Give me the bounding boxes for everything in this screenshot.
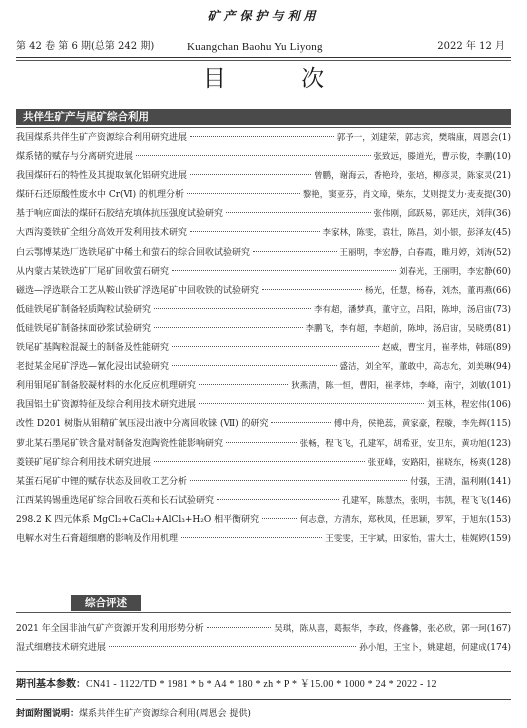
toc-dot-leader bbox=[136, 155, 370, 156]
section-heading: 综合评述 bbox=[71, 595, 141, 611]
toc-entry[interactable] bbox=[16, 282, 511, 301]
toc-entry-authors: 张畅，程飞飞，孔建军，胡希亚，安卫东，黄功旭 bbox=[299, 438, 487, 449]
footer-rule-bottom bbox=[16, 699, 511, 700]
toc-entry[interactable] bbox=[16, 224, 511, 243]
toc-dot-leader bbox=[226, 442, 297, 443]
toc-entry[interactable] bbox=[16, 339, 511, 358]
toc-entry-title: 298.2 K 四元体系 MgCl₂+CaCl₂+AlCl₃+H₂O 相平衡研究 bbox=[16, 514, 260, 525]
toc-dot-leader bbox=[217, 499, 339, 500]
toc-entry[interactable] bbox=[16, 454, 511, 473]
section-underline-2 bbox=[16, 612, 511, 613]
toc-dot-leader bbox=[181, 537, 322, 538]
toc-entry-page: (73) bbox=[492, 304, 511, 315]
toc-entry-authors: 张亚峰，安路阳，崔晓东，杨爽 bbox=[367, 457, 487, 468]
toc-entry-title: 从内蒙古某铁选矿厂尾矿回收萤石研究 bbox=[16, 266, 170, 277]
header-rule-thick bbox=[16, 57, 511, 58]
toc-entry-title: 菱镁矿尾矿综合利用技术研究进展 bbox=[16, 457, 152, 468]
toc-entry-page: (167) bbox=[486, 624, 511, 634]
toc-entry-authors: 王丽明，李宏静，白春霞，睢月婷，刘涛 bbox=[339, 247, 493, 258]
toc-entry[interactable] bbox=[16, 129, 511, 148]
toc-entry[interactable] bbox=[16, 301, 511, 320]
toc-entry-page: (153) bbox=[486, 514, 511, 525]
toc-entry-title: 江西某钨锡重选尾矿综合回收石英和长石试验研究 bbox=[16, 495, 215, 506]
toc-entry-title: 白云鄂博某选厂选铁尾矿中稀土和萤石的综合回收试验研究 bbox=[16, 247, 251, 258]
issue-date: 2022 年 12 月 bbox=[437, 41, 505, 52]
toc-entry-title: 某蛋石尾矿中锂的赋存状态及回收工艺分析 bbox=[16, 476, 188, 487]
params-label: 期刊基本参数： bbox=[16, 679, 86, 690]
toc-entry-authors: 赵威，曹宝月，崔孝炜，韩瑶 bbox=[382, 343, 493, 354]
toc-entry[interactable] bbox=[16, 377, 511, 396]
toc-dot-leader bbox=[109, 646, 356, 647]
toc-entry-authors: 盛洁，刘全军，董敢中，高志允，刘美琳 bbox=[339, 362, 493, 373]
toc-entry-title: 低硅铁尾矿制备轻质陶粒试验研究 bbox=[16, 304, 152, 315]
toc-entry-page: (60) bbox=[492, 266, 511, 277]
toc-dot-leader bbox=[187, 193, 300, 194]
toc-entry-page: (141) bbox=[486, 476, 511, 487]
toc-entry-title: 大西沟菱铁矿全组分高效开发利用技术研究 bbox=[16, 228, 188, 239]
toc-entry-authors: 王雯雯，王宇斌，田家怡，雷大士，桂娓婷 bbox=[325, 533, 487, 544]
toc-entry[interactable] bbox=[16, 358, 511, 377]
issue-info-bar bbox=[16, 40, 511, 54]
toc-entry-authors: 刘春光，王丽明，李宏静 bbox=[399, 266, 493, 277]
toc-entry-page: (101) bbox=[486, 381, 511, 392]
toc-dot-leader bbox=[207, 627, 272, 628]
toc-dot-leader bbox=[199, 384, 288, 385]
toc-entry-page: (52) bbox=[492, 247, 511, 258]
section-bar-2 bbox=[16, 595, 511, 611]
cover-note-label: 封面附图说明： bbox=[16, 709, 80, 719]
toc-entry-title: 我国煤矸石的特性及其提取氧化铝研究进展 bbox=[16, 171, 188, 182]
toc-entry-page: (30) bbox=[492, 190, 511, 201]
toc-entry[interactable] bbox=[16, 473, 511, 492]
toc-dot-leader bbox=[271, 422, 330, 423]
toc-entry-title: 电解水对生石膏超细磨的影响及作用机理 bbox=[16, 533, 179, 544]
toc-entry[interactable] bbox=[16, 492, 511, 511]
toc-dot-leader bbox=[190, 174, 311, 175]
toc-entry-page: (123) bbox=[486, 438, 511, 449]
toc-entry[interactable] bbox=[16, 639, 511, 658]
toc-dot-leader bbox=[190, 480, 407, 481]
toc-entry-title: 利用钼尾矿制备胶凝材料的水化反应机理研究 bbox=[16, 381, 197, 392]
toc-entry-authors: 孔建军，陈慧杰，张明，韦凯，程飞飞 bbox=[342, 495, 487, 506]
toc-entry-title: 湿式细磨技术研究进展 bbox=[16, 643, 107, 654]
toc-entry-title: 老挝某金尾矿浮选—氰化浸出试验研究 bbox=[16, 362, 170, 373]
toc-entry-authors: 刘玉林，程宏伟 bbox=[427, 400, 487, 411]
toc-entry-page: (89) bbox=[492, 343, 511, 354]
journal-latin-name: Kuangchan Baohu Yu Liyong bbox=[187, 41, 323, 53]
volume-info: 第 42 卷 第 6 期(总第 242 期) bbox=[16, 41, 155, 52]
cover-note bbox=[16, 707, 511, 721]
toc-entry-page: (21) bbox=[492, 171, 511, 182]
section-heading: 共伴生矿产与尾矿综合利用 bbox=[16, 109, 156, 125]
toc-entry-authors: 狄燕清，陈一恒，曹阳，崔孝炜，李峰，南宁，刘敏 bbox=[291, 381, 487, 392]
toc-dot-leader bbox=[253, 251, 336, 252]
toc-entry[interactable] bbox=[16, 511, 511, 530]
section-underline-1 bbox=[16, 127, 511, 128]
toc-dot-leader bbox=[262, 518, 297, 519]
toc-entry-page: (66) bbox=[492, 285, 511, 296]
toc-entry-page: (106) bbox=[486, 400, 511, 411]
toc-dot-leader bbox=[262, 289, 362, 290]
toc-entry-authors: 李鹏飞，李有超，李超前，陈坤，汤启宙，吴晓勇 bbox=[305, 323, 493, 334]
toc-dot-leader bbox=[190, 231, 319, 232]
toc-entry-title: 煤矸石还原酸性废水中 Cr(Ⅵ) 的机理分析 bbox=[16, 190, 184, 201]
toc-entry-authors: 杨光，任慧，杨春，刘杰，董再燕 bbox=[365, 285, 493, 296]
toc-entry-title: 基于响应面法的煤矸石胶结充填体抗压强度试验研究 bbox=[16, 209, 224, 220]
toc-entry-page: (1) bbox=[498, 133, 511, 143]
toc-entry-title: 2021 年全国非油气矿产资源开发利用形势分析 bbox=[16, 624, 204, 634]
toc-entry-authors: 傅中舟，侯艳蕊，黄家豪，程璇，李先辉 bbox=[333, 419, 487, 430]
toc-entry-title: 改性 D201 树脂从钼精矿氧压浸出液中分离回收铼 (Ⅶ) 的研究 bbox=[16, 419, 269, 430]
toc-entry-authors: 黎艳，窦亚芬，肖文璋，柴东，艾则提艾力·麦麦提 bbox=[302, 190, 493, 201]
toc-entry-authors: 李家林，陈雯，袁壮，陈昌，刘小银，彭泽友 bbox=[322, 228, 493, 239]
toc-entry-page: (128) bbox=[486, 457, 511, 468]
toc-entry-authors: 李有超，潘梦真，董守立，吕阳，陈坤，汤启宙 bbox=[314, 304, 493, 315]
toc-entry-title: 我国铝土矿资源特征及综合利用技术研究进展 bbox=[16, 400, 197, 411]
toc-entry-title: 煤系锗的赋存与分离研究进展 bbox=[16, 152, 134, 163]
toc-dot-leader bbox=[154, 461, 365, 462]
journal-masthead: 矿产保护与利用 bbox=[207, 9, 320, 23]
toc-entry-authors: 郭予一，刘建荣，郭志宾，樊瑞康，周恩会 bbox=[336, 133, 499, 143]
params-value: CN41 - 1122/TD * 1981 * b * A4 * 180 * zh * P * ￥15.00 * 1000 * 24 * 2022 - 12 bbox=[86, 679, 437, 690]
toc-dot-leader bbox=[172, 270, 396, 271]
toc-dot-leader bbox=[172, 365, 336, 366]
toc-entry[interactable] bbox=[16, 415, 511, 434]
toc-dot-leader bbox=[226, 212, 370, 213]
toc-entry-authors: 曾鹏，谢海云，香艳玲，张培，柳彦灵，陈家灵 bbox=[314, 171, 493, 182]
toc-entry-authors: 吴琪，陈从喜，葛振华，李政，佟鑫馨，张必欣，郭一珂 bbox=[274, 624, 487, 634]
toc-entry-page: (10) bbox=[492, 152, 511, 163]
toc-list-section-2 bbox=[16, 620, 511, 658]
toc-entry-page: (81) bbox=[492, 323, 511, 334]
toc-entry-page: (174) bbox=[486, 643, 511, 654]
toc-list-section-1 bbox=[16, 129, 511, 549]
toc-entry-page: (36) bbox=[492, 209, 511, 220]
toc-entry[interactable] bbox=[16, 620, 511, 639]
toc-entry[interactable] bbox=[16, 167, 511, 186]
toc-dot-leader bbox=[154, 308, 311, 309]
section-bar-1 bbox=[16, 109, 511, 125]
toc-entry-page: (159) bbox=[486, 533, 511, 544]
toc-entry[interactable] bbox=[16, 263, 511, 282]
toc-entry-title: 我国煤系共伴生矿产资源综合利用研究进展 bbox=[16, 133, 188, 143]
toc-entry[interactable] bbox=[16, 186, 511, 205]
toc-entry[interactable] bbox=[16, 530, 511, 549]
toc-entry-authors: 何志意，方清东，郑秋凤，任思颖，罗军，于旭东 bbox=[299, 514, 487, 525]
toc-entry-authors: 张致远，滕道光，曹示俊，李鹏 bbox=[373, 152, 493, 163]
toc-entry-page: (45) bbox=[492, 228, 511, 239]
toc-entry-title: 磁选—浮选联合工艺从鞍山铁矿浮选尾矿中回收铁的试验研究 bbox=[16, 285, 260, 296]
toc-entry-authors: 孙小旭，王宝卜，姚建超，何建成 bbox=[359, 643, 487, 654]
header-rule-thin bbox=[16, 60, 511, 61]
toc-entry[interactable] bbox=[16, 320, 511, 339]
toc-entry[interactable] bbox=[16, 244, 511, 263]
toc-entry-title: 萝北某石墨尾矿铁含量对制备发泡陶瓷性能影响研究 bbox=[16, 438, 224, 449]
toc-entry-authors: 付强，王清，温利刚 bbox=[410, 476, 487, 487]
cover-note-text: 煤系共伴生矿产资源综合利用(周恩会 提供) bbox=[79, 709, 251, 719]
toc-title: 目 次 bbox=[202, 66, 359, 92]
toc-entry[interactable] bbox=[16, 396, 511, 415]
toc-entry-page: (115) bbox=[486, 419, 511, 430]
toc-entry-page: (94) bbox=[492, 362, 511, 373]
footer-rule-top bbox=[16, 671, 511, 672]
journal-parameters bbox=[16, 677, 511, 693]
toc-entry-authors: 张伟刚，邱跃易，郭廷庆，刘萍 bbox=[373, 209, 493, 220]
toc-entry[interactable] bbox=[16, 205, 511, 224]
toc-dot-leader bbox=[154, 327, 302, 328]
toc-entry-title: 铁尾矿基陶粒混凝土的制备及性能研究 bbox=[16, 343, 170, 354]
toc-entry-title: 低硅铁尾矿制备抹面砂浆试验研究 bbox=[16, 323, 152, 334]
toc-entry[interactable] bbox=[16, 435, 511, 454]
toc-dot-leader bbox=[199, 403, 424, 404]
toc-entry[interactable] bbox=[16, 148, 511, 167]
toc-entry-page: (146) bbox=[486, 495, 511, 506]
toc-dot-leader bbox=[172, 346, 379, 347]
toc-dot-leader bbox=[190, 136, 334, 137]
